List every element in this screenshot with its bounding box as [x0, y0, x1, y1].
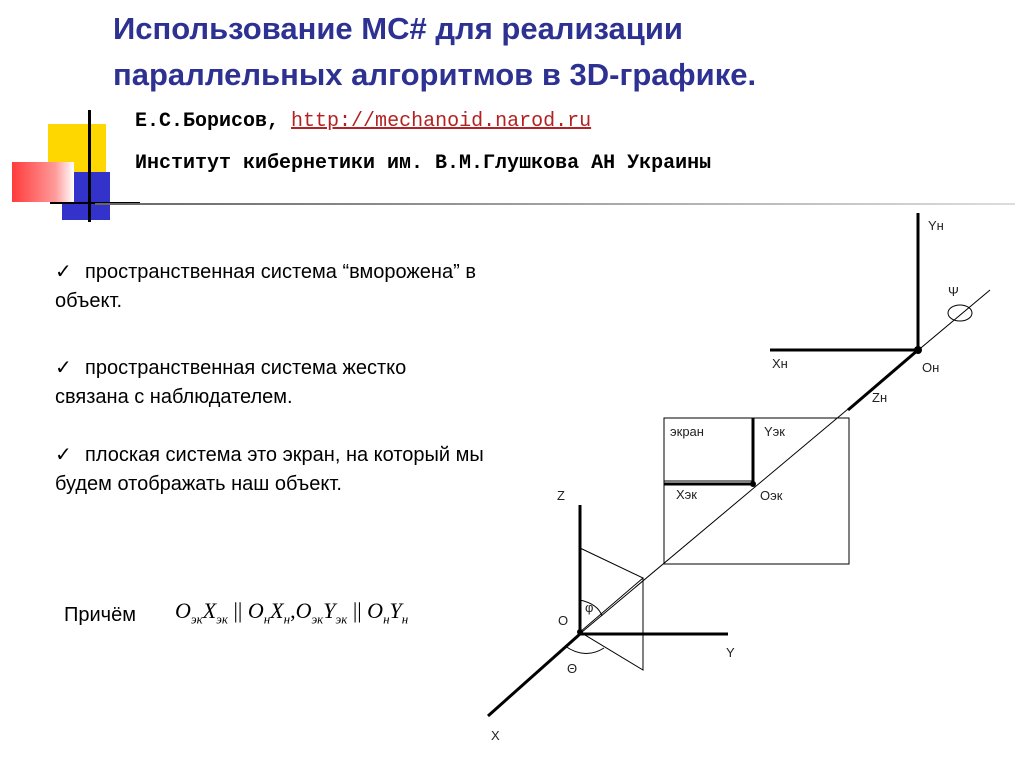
formula-comma: ,	[290, 598, 296, 623]
formula-symbol: Y	[389, 598, 402, 623]
formula-parallel: ||	[233, 598, 243, 623]
formula-symbol: O	[367, 598, 384, 623]
label-psi: Ψ	[948, 284, 959, 299]
bullet-text: пространственная система “вморожена” в объект.	[55, 261, 476, 312]
label-zn: Zн	[872, 390, 888, 405]
label-x: X	[491, 728, 500, 743]
label-oek: Oэк	[760, 488, 783, 503]
formula-symbol: Y	[323, 598, 336, 623]
author-name: Е.С.Борисов,	[135, 110, 280, 133]
label-o: O	[558, 613, 569, 628]
bullet-text: плоская система это экран, на который мы будем отображать наш объект.	[55, 444, 484, 495]
label-screen: экран	[670, 424, 704, 439]
formula-subscript: н	[383, 611, 390, 627]
formula-subscript: эк	[216, 611, 228, 627]
psi-rotation	[948, 305, 972, 321]
origin-oek	[750, 481, 756, 487]
label-yek: Yэк	[764, 424, 785, 439]
label-theta: Θ	[567, 661, 578, 676]
formula-symbol: O	[295, 598, 312, 623]
formula-subscript: н	[401, 611, 409, 627]
bullet-text: пространственная система жестко связана с наблюдателем.	[55, 357, 407, 408]
title-line-2: параллельных алгоритмов в 3D-графике.	[113, 57, 757, 92]
label-z: Z	[557, 488, 565, 503]
check-icon: ✓	[55, 261, 72, 283]
title-line-1: Использование МС# для реализации	[113, 11, 683, 46]
label-phi: φ	[585, 600, 594, 615]
formula-subscript: н	[263, 611, 271, 627]
label-y: Y	[726, 645, 735, 660]
formula-label: Причём	[64, 604, 136, 626]
formula-symbol: O	[247, 598, 264, 623]
formula-symbol: O	[175, 598, 191, 623]
formula-subscript: эк	[190, 611, 203, 627]
check-icon: ✓	[55, 444, 72, 466]
formula-subscript: н	[283, 611, 291, 627]
label-xn: Xн	[772, 356, 788, 371]
check-icon: ✓	[55, 357, 72, 379]
formula-subscript: эк	[311, 611, 324, 627]
institute-line: Институт кибернетики им. В.М.Глушкова АН Украины	[135, 152, 712, 175]
label-yn: Yн	[928, 218, 944, 233]
formula-symbol: X	[270, 598, 284, 623]
label-xek: Xэк	[676, 487, 697, 502]
author-link[interactable]: http://mechanoid.narod.ru	[291, 110, 592, 133]
formula-parallel: ||	[352, 598, 362, 623]
formula-subscript: эк	[335, 611, 348, 627]
label-on: Oн	[922, 360, 940, 375]
theta-arc	[565, 646, 604, 654]
formula-symbol: X	[202, 598, 217, 623]
